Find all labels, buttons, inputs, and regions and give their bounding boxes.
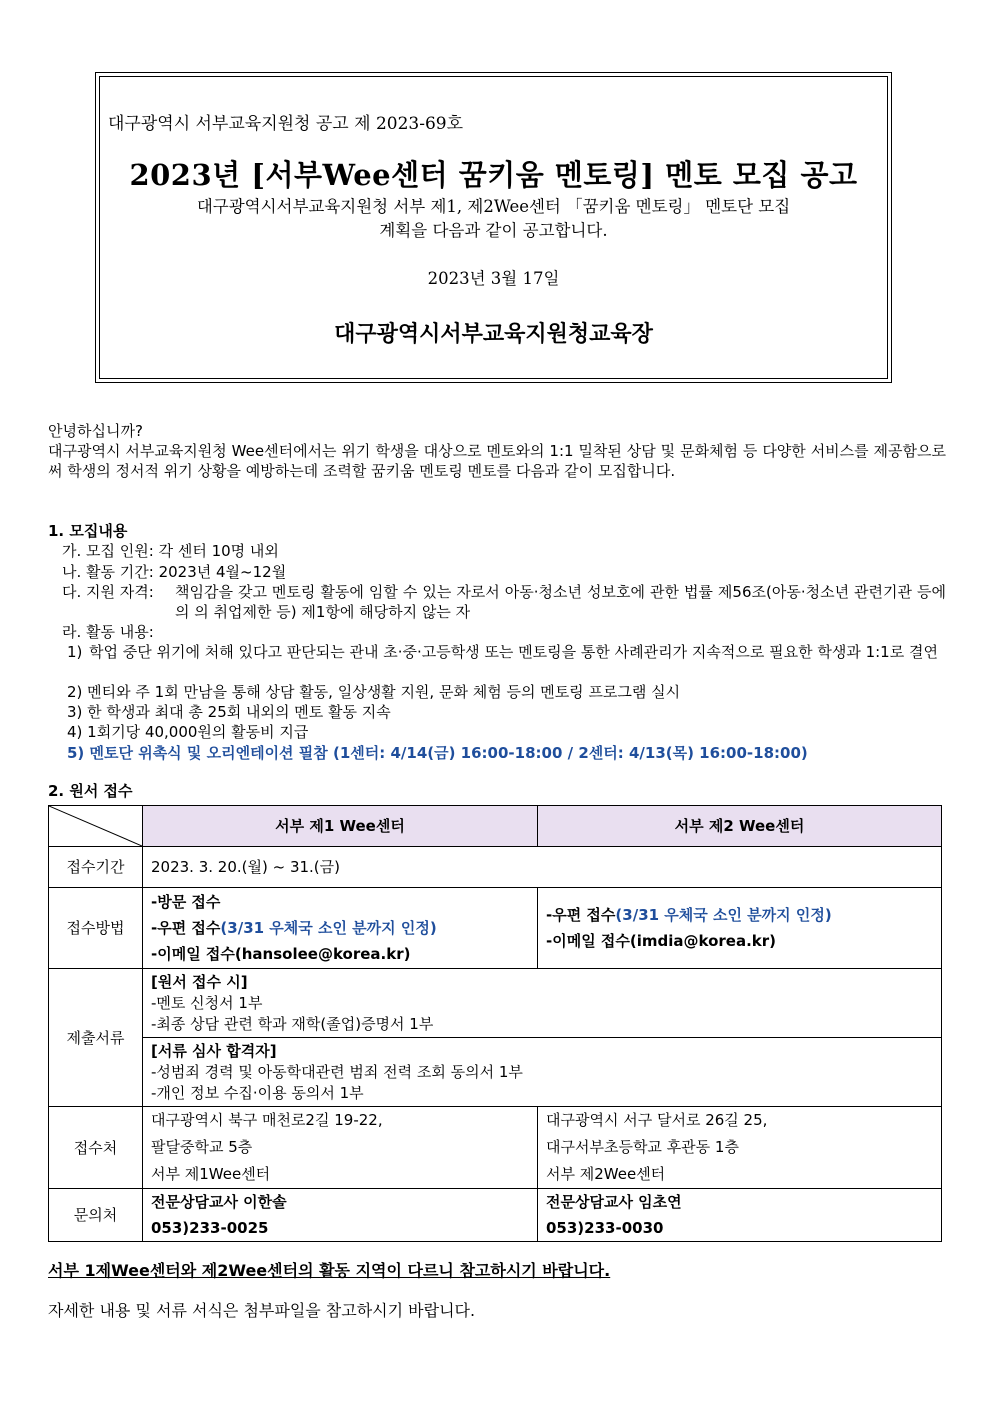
docs-passed-item-2: -개인 정보 수집·이용 동의서 1부 [151, 1083, 364, 1102]
notice-date: 2023년 3월 17일 [427, 269, 560, 288]
center1-address-line-3: 서부 제1Wee센터 [151, 1165, 271, 1183]
table-header-row [49, 806, 942, 847]
column-header-center2: 서부 제2 Wee센터 [538, 806, 942, 847]
center1-contact-name: 전문상담교사 이한솔 [151, 1193, 287, 1211]
center1-methods [143, 888, 538, 969]
center2-post-note: (3/31 우체국 소인 분까지 인정) [615, 906, 832, 924]
center1-post-label: -우편 접수 [151, 919, 221, 937]
section2-heading: 2. 원서 접수 [48, 782, 133, 800]
activity-1-number: 1) [67, 643, 83, 661]
center2-contact-phone: 053)233-0030 [546, 1219, 664, 1237]
center2-address-line-1: 대구광역시 서구 달서로 26길 25, [546, 1111, 768, 1129]
center2-email: -이메일 접수(imdia@korea.kr) [546, 932, 777, 950]
closing-text: 자세한 내용 및 서류 서식은 첨부파일을 참고하시기 바랍니다. [48, 1301, 476, 1320]
table-row-place [49, 1107, 942, 1189]
docs-application-title: [원서 접수 시] [151, 972, 248, 991]
contact-label: 문의처 [49, 1189, 143, 1242]
activity-1-text-content: 학업 중단 위기에 처해 있다고 판단되는 관내 초·중·고등학생 또는 멘토링을 통한 사례관리가 지속적으로 필요한 학생과 1:1로 결연 [89, 643, 938, 661]
center2-contact-name: 전문상담교사 임초연 [546, 1193, 682, 1211]
issuer-name: 대구광역시서부교육지원청교육장 [334, 322, 653, 347]
period-label: 접수기간 [49, 847, 143, 888]
receipt-table [48, 805, 942, 1242]
section1-item-ga: 가. 모집 인원: 각 센터 10명 내외 [62, 542, 279, 560]
center2-contact [538, 1189, 942, 1242]
section1-item-ra: 라. 활동 내용: [62, 623, 154, 641]
center1-visit: -방문 접수 [151, 893, 221, 911]
section1-item-da-label: 다. 지원 자격: [62, 583, 154, 601]
center2-post-label: -우편 접수 [546, 906, 616, 924]
notice-number: 대구광역시 서부교육지원청 공고 제 2023-69호 [108, 114, 464, 134]
center1-address-line-1: 대구광역시 북구 매천로2길 19-22, [151, 1111, 383, 1129]
center1-post [151, 915, 529, 941]
center1-address-line-2: 팔달중학교 5층 [151, 1138, 253, 1156]
docs-application-item-2: -최종 상담 관련 학과 재학(졸업)증명서 1부 [151, 1014, 434, 1033]
section1-item-da-text: 책임감을 갖고 멘토링 활동에 임할 수 있는 자로서 아동·청소년 성보호에 관한 법률 제56조(아동·청소년 관련기관 등에의 의 취업제한 등) 제1항에 해당하지 않는 자 [175, 583, 946, 621]
section1-heading: 1. 모집내용 [48, 522, 128, 540]
center1-post-note: (3/31 우체국 소인 분까지 인정) [220, 919, 437, 937]
center1-address [143, 1107, 538, 1189]
center2-address-line-2: 대구서부초등학교 후관동 1층 [546, 1138, 739, 1156]
activity-4: 4) 1회기당 40,000원의 활동비 지급 [67, 723, 309, 741]
greeting-hello: 안녕하십니까? [48, 422, 143, 440]
table-corner-cell [49, 806, 143, 847]
table-row-docs-a [49, 969, 942, 1038]
area-notice: 서부 1제Wee센터와 제2Wee센터의 활동 지역이 다르니 참고하시기 바랍니다. [48, 1261, 611, 1280]
period-value: 2023. 3. 20.(월) ~ 31.(금) [143, 847, 942, 888]
docs-label: 제출서류 [49, 969, 143, 1107]
docs-passed [143, 1038, 942, 1107]
place-label: 접수처 [49, 1107, 143, 1189]
diagonal-line [49, 806, 142, 846]
greeting-body: 대구광역시 서부교육지원청 Wee센터에서는 위기 학생을 대상으로 멘토와의 1:1 밀착된 상담 및 문화체험 등 다양한 서비스를 제공함으로써 학생의 정서적 위기 상황을 예방하는데 조력할 꿈키움 멘토링 멘토를 다음과 같이 모집합니다. [48, 442, 946, 480]
table-row-method [49, 888, 942, 969]
method-label: 접수방법 [49, 888, 143, 969]
center2-post [546, 902, 933, 928]
center2-address [538, 1107, 942, 1189]
center1-contact-phone: 053)233-0025 [151, 1219, 269, 1237]
docs-application [143, 969, 942, 1038]
section1-item-na: 나. 활동 기간: 2023년 4월~12월 [62, 563, 287, 581]
intro-line-1: 대구광역시서부교육지원청 서부 제1, 제2Wee센터 「꿈키움 멘토링」 멘토단 모집 [196, 197, 791, 216]
header-box [95, 72, 892, 383]
intro-line-2: 계획을 다음과 같이 공고합니다. [379, 221, 608, 240]
center2-methods [538, 888, 942, 969]
table-row-period [49, 847, 942, 888]
column-header-center1: 서부 제1 Wee센터 [143, 806, 538, 847]
docs-passed-title: [서류 심사 합격자] [151, 1041, 277, 1060]
table-row-docs-b [49, 1038, 942, 1107]
activity-5-orientation: 5) 멘토단 위촉식 및 오리엔테이션 필참 (1센터: 4/14(금) 16:00-18:00 / 2센터: 4/13(목) 16:00-18:00) [67, 744, 808, 762]
activity-3: 3) 한 학생과 최대 총 25회 내외의 멘토 활동 지속 [67, 703, 391, 721]
page-title: 2023년 [서부Wee센터 꿈키움 멘토링] 멘토 모집 공고 [129, 158, 858, 192]
center1-email: -이메일 접수(hansolee@korea.kr) [151, 945, 411, 963]
docs-passed-item-1: -성범죄 경력 및 아동학대관련 범죄 전력 조회 동의서 1부 [151, 1062, 523, 1081]
activity-2: 2) 멘티와 주 1회 만남을 통해 상담 활동, 일상생활 지원, 문화 체험 등의 멘토링 프로그램 실시 [67, 683, 681, 701]
table-row-contact [49, 1189, 942, 1242]
activity-1-text [89, 642, 946, 662]
center1-contact [143, 1189, 538, 1242]
docs-application-item-1: -멘토 신청서 1부 [151, 993, 263, 1012]
center2-address-line-3: 서부 제2Wee센터 [546, 1165, 666, 1183]
